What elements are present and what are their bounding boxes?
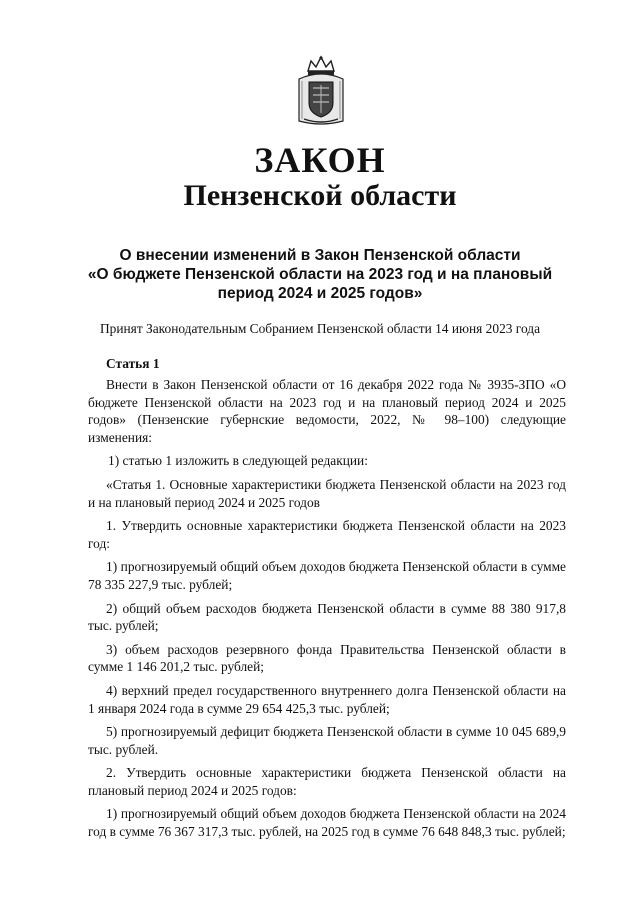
paragraph: 2. Утвердить основные характеристики бюджета Пензенской области на плановый период 2024 и 2025 годов: bbox=[88, 765, 566, 798]
paragraph: 1) прогнозируемый общий объем доходов бюджета Пензенской области на 2024 год в сумме 76 367 317,3 тыс. рублей, на 2025 год в сумме 76 648 848,3 тыс. рублей; bbox=[88, 806, 566, 840]
paragraph: «Статья 1. Основные характеристики бюджета Пензенской области на 2023 год и на плановый период 2024 и 2025 годов bbox=[88, 476, 566, 510]
paragraph: 2) общий объем расходов бюджета Пензенской области в сумме 88 380 917,8 тыс. рублей; bbox=[88, 600, 566, 634]
paragraph: 3) объем расходов резервного фонда Правительства Пензенской области в сумме 1 146 201,2 тыс. рублей; bbox=[88, 641, 566, 675]
adoption-note: Принят Законодательным Собранием Пензенской области 14 июня 2023 года bbox=[99, 321, 541, 336]
law-region: Пензенской области bbox=[183, 179, 457, 212]
paragraph: 1. Утвердить основные характеристики бюджета Пензенской области на 2023 год: bbox=[88, 518, 566, 551]
law-subject bbox=[60, 246, 580, 303]
law-title: ЗАКОН bbox=[254, 140, 386, 180]
paragraph: 1) прогнозируемый общий объем доходов бюджета Пензенской области в сумме 78 335 227,9 тыс. рублей; bbox=[88, 559, 566, 592]
paragraph: 1) статью 1 изложить в следующей редакции: bbox=[108, 453, 368, 469]
subject-line: О внесении изменений в Закон Пензенской области bbox=[119, 247, 521, 264]
paragraph: 5) прогнозируемый дефицит бюджета Пензенской области в сумме 10 045 689,9 тыс. рублей. bbox=[88, 724, 566, 757]
subject-line: «О бюджете Пензенской области на 2023 год и на плановый bbox=[87, 266, 553, 283]
coat-of-arms-icon bbox=[296, 55, 346, 127]
article-heading: Статья 1 bbox=[106, 356, 160, 371]
paragraph: 4) верхний предел государственного внутреннего долга Пензенской области на 1 января 2024 года в сумме 29 654 425,3 тыс. рублей; bbox=[88, 682, 566, 716]
document-body bbox=[88, 376, 566, 847]
subject-line: период 2024 и 2025 годов» bbox=[217, 285, 423, 302]
paragraph: Внести в Закон Пензенской области от 16 декабря 2022 года № 3935-ЗПО «О бюджете Пензенской области на 2023 год и на плановый период 2024 и 2025 годов» (Пензенские губернские ведомости, 2022, № 98–100) следующие изменения: bbox=[88, 377, 566, 445]
